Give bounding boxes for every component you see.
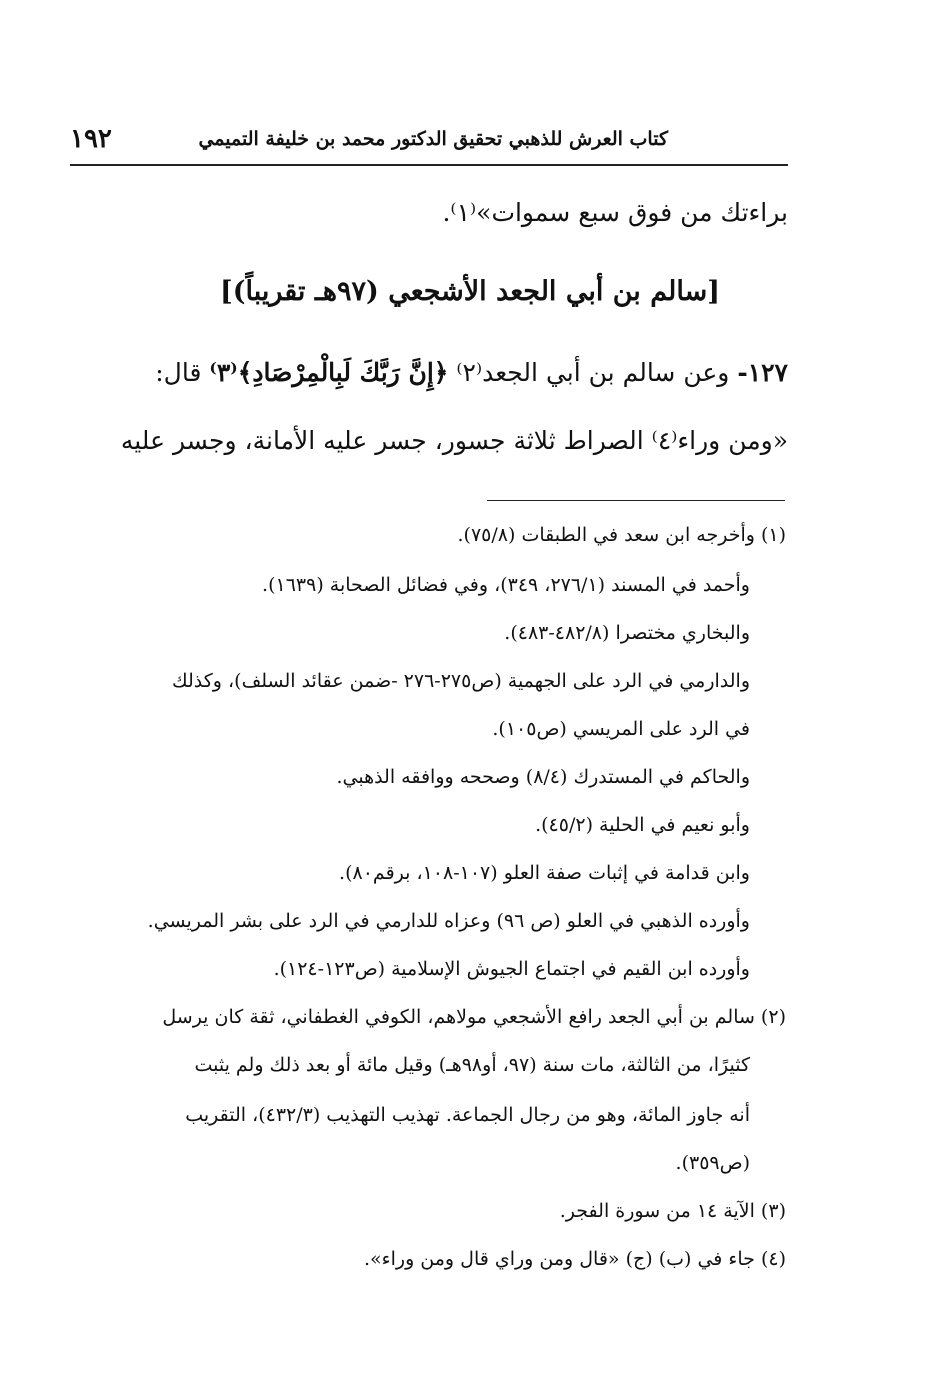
footnote-line: وأبو نعيم في الحلية (٤٥/٢). (535, 814, 750, 836)
footnote-line: (١) وأخرجه ابن سعد في الطبقات (٧٥/٨). (457, 524, 786, 546)
footnote-line: والدارمي في الرد على الجهمية (ص٢٧٥-٢٧٦ -ضمن عقائد السلف)، وكذلك (171, 670, 750, 692)
footnote-rule (487, 500, 785, 501)
item-number: ١٢٧- (737, 358, 788, 387)
body-line-1: براءتك من فوق سبع سموات»⁽١⁾. (442, 198, 788, 227)
section-heading: [سالم بن أبي الجعد الأشجعي (٩٧هـ تقريباً)] (219, 276, 721, 307)
running-header (70, 124, 788, 160)
quran-verse: ﴿إِنَّ رَبَّكَ لَبِالْمِرْصَادِ﴾⁽٣⁾ (209, 358, 449, 387)
footnote-line: (٤) جاء في (ب) (ج) «قال ومن وراي قال ومن وراء». (364, 1248, 786, 1270)
header-rule (70, 164, 788, 166)
footnote-line: (٢) سالم بن أبي الجعد رافع الأشجعي مولاهم، الكوفي الغطفاني، ثقة كان يرسل (162, 1006, 786, 1028)
body-line-3: «ومن وراء⁽٤⁾ الصراط ثلاثة جسور، جسر عليه الأمانة، وجسر عليه (120, 426, 788, 455)
footnote-line: وأحمد في المسند (٢٧٦/١، ٣٤٩)، وفي فضائل الصحابة (١٦٣٩). (262, 574, 750, 596)
footnote-line: والحاكم في المستدرك (٨/٤) وصححه ووافقه الذهبي. (336, 766, 750, 788)
footnote-line: (ص٣٥٩). (675, 1152, 750, 1174)
footnote-line: والبخاري مختصرا (٤٨٢/٨-٤٨٣). (504, 622, 750, 644)
footnote-line: في الرد على المريسي (ص١٠٥). (492, 718, 750, 740)
footnote-line: كثيرًا، من الثالثة، مات سنة (٩٧، أو٩٨هـ) وقيل مائة أو بعد ذلك ولم يثبت (194, 1054, 750, 1076)
footnote-line: (٣) الآية ١٤ من سورة الفجر. (559, 1200, 786, 1222)
item-text-b: قال: (155, 358, 202, 387)
book-title: كتاب العرش للذهبي تحقيق الدكتور محمد بن خليفة التميمي (198, 128, 668, 150)
footnote-line: وأورده ابن القيم في اجتماع الجيوش الإسلامية (ص١٢٣-١٢٤). (273, 958, 750, 980)
page-number: ١٩٢ (70, 124, 112, 154)
item-127-line (155, 358, 788, 387)
footnote-line: وأورده الذهبي في العلو (ص ٩٦) وعزاه للدارمي في الرد على بشر المريسي. (147, 910, 750, 932)
footnote-line: أنه جاوز المائة، وهو من رجال الجماعة. تهذيب التهذيب (٤٣٢/٣)، التقريب (185, 1104, 750, 1126)
footnote-line: وابن قدامة في إثبات صفة العلو (١٠٧-١٠٨، برقم٨٠). (339, 862, 750, 884)
item-text-a: وعن سالم بن أبي الجعد⁽٢⁾ (456, 358, 730, 387)
